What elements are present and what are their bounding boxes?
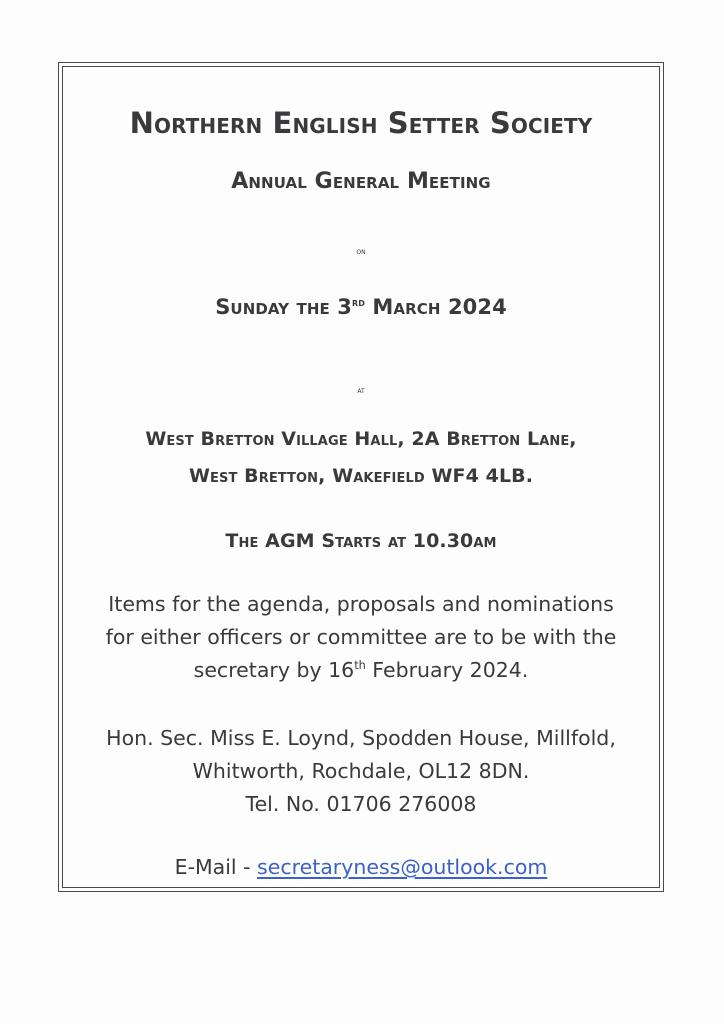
contact-line-2: Whitworth, Rochdale, OL12 8DN. [192, 759, 530, 783]
notice-line-3-prefix: secretary by 16 [193, 658, 355, 682]
start-time: The AGM Starts at 10.30am [225, 530, 497, 552]
notice-line-3-sup: th [354, 659, 366, 673]
date-rest: March 2024 [365, 295, 507, 319]
venue-line-1: West Bretton Village Hall, 2A Bretton Lane, [145, 428, 577, 450]
venue-line-2: West Bretton, Wakefield WF4 4LB. [188, 465, 534, 487]
notice-line-2: for either officers or committee are to be with the [105, 625, 617, 649]
notice-line-3-rest: February 2024. [365, 658, 529, 682]
at-label: at [357, 386, 365, 396]
contact-phone: Tel. No. 01706 276008 [245, 792, 477, 816]
notice-line-3 [62, 658, 660, 682]
email-label: E-Mail - [174, 855, 258, 879]
meeting-title: Annual General Meeting [231, 169, 491, 194]
contact-line-1: Hon. Sec. Miss E. Loynd, Spodden House, Millfold, [106, 726, 616, 750]
email-line [62, 855, 660, 879]
meeting-date [62, 295, 660, 319]
date-suffix: rd [352, 295, 366, 309]
notice-line-1: Items for the agenda, proposals and nominations [108, 592, 614, 616]
society-title: Northern English Setter Society [129, 106, 593, 140]
email-link[interactable]: secretaryness@outlook.com [257, 855, 548, 879]
date-prefix: Sunday the 3 [215, 295, 352, 319]
on-label: on [356, 247, 366, 257]
